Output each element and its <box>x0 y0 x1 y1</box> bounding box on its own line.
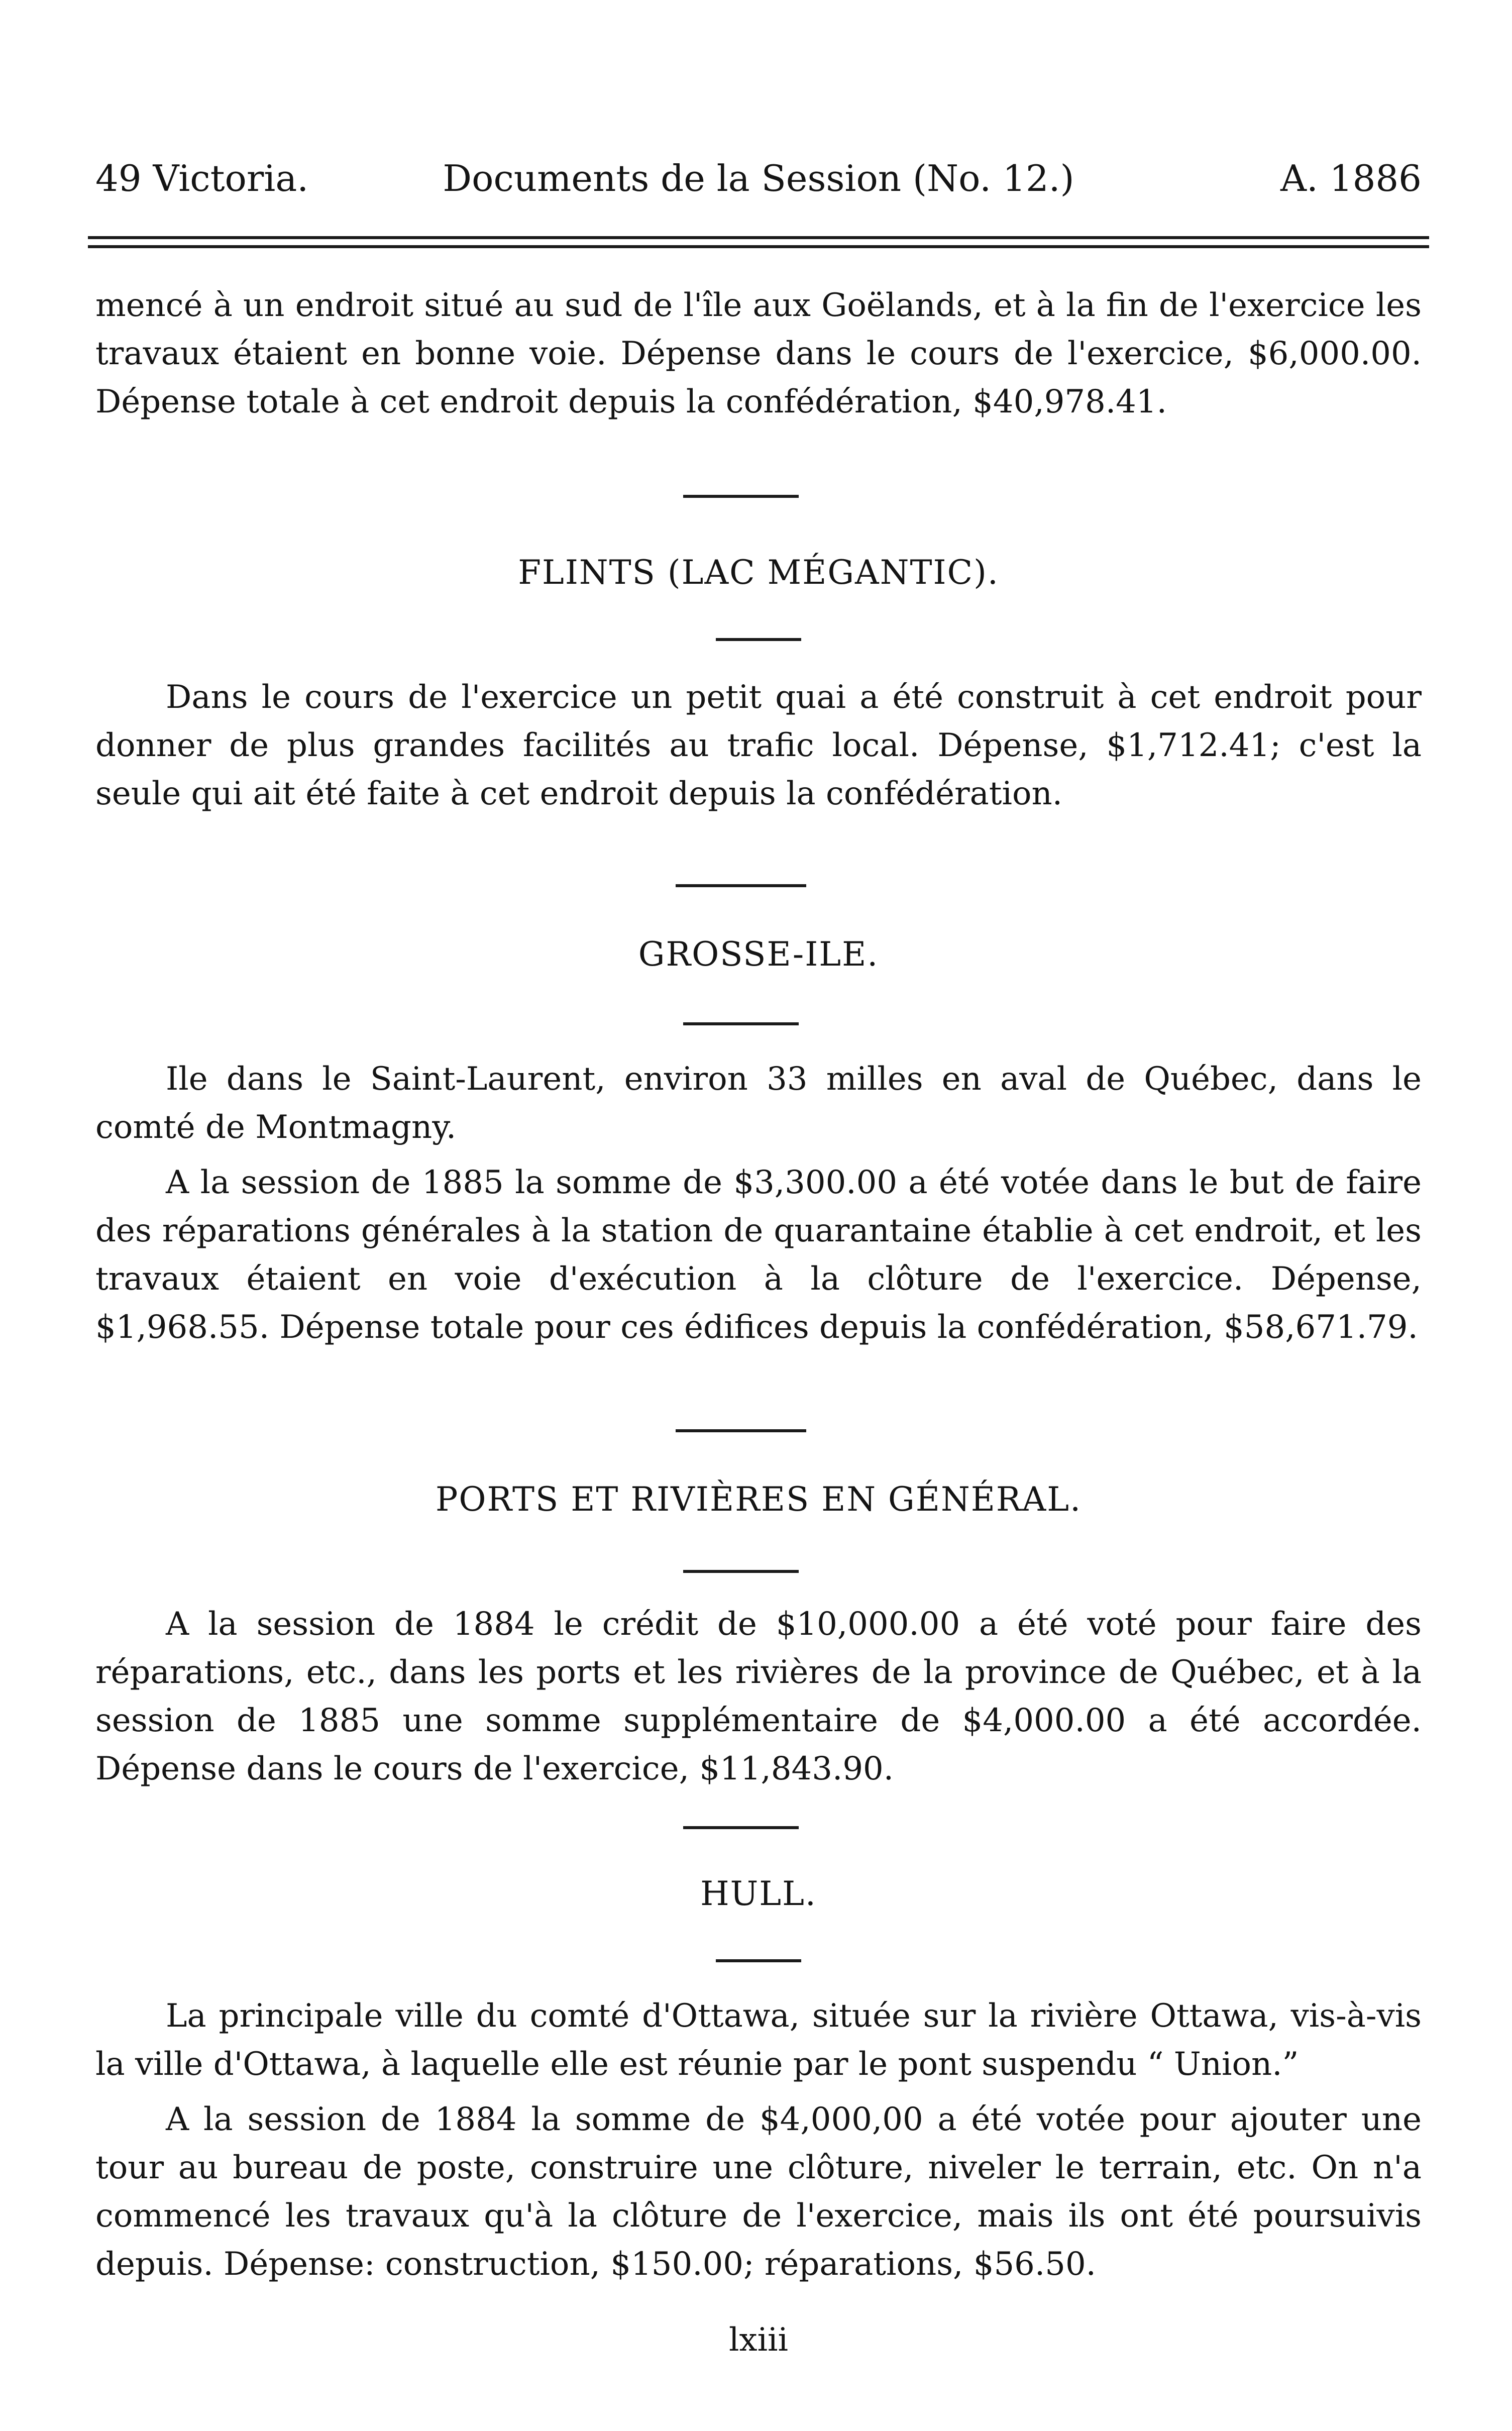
section-body-flints <box>95 673 1422 818</box>
section-title-hull: HULL. <box>700 1874 817 1913</box>
paragraph: Dans le cours de l'exercice un petit quai a été construit à cet endroit pour donner de plus grandes facilités au trafic local. Dépense, $1,712.41; c'est la seule qui ait été faite à cet endroit depuis la confédération. <box>95 679 1422 812</box>
section-body-ports-rivieres <box>95 1600 1422 1793</box>
title-underline <box>683 1022 799 1025</box>
intro-block <box>95 281 1422 426</box>
section-body-grosse-ile <box>95 1055 1422 1351</box>
header-double-rule <box>88 236 1429 251</box>
paragraph: Ile dans le Saint-Laurent, environ 33 milles en aval de Québec, dans le comté de Montmagny. <box>95 1061 1422 1146</box>
section-title-ports-rivieres: PORTS ET RIVIÈRES EN GÉNÉRAL. <box>435 1480 1082 1519</box>
paragraph: La principale ville du comté d'Ottawa, située sur la rivière Ottawa, vis-à-vis la ville d'Ottawa, à laquelle elle est réunie par le pont suspendu “ Union.” <box>95 1997 1422 2083</box>
section-divider <box>683 495 799 498</box>
title-underline <box>716 1959 801 1962</box>
header-title: Documents de la Session (No. 12.) <box>443 157 1074 199</box>
section-divider <box>676 884 806 887</box>
running-header <box>95 151 1422 206</box>
intro-paragraph: mencé à un endroit situé au sud de l'île aux Goëlands, et à la fin de l'exercice les travaux étaient en bonne voie. Dépense dans le cours de l'exercice, $6,000.00. Dépense totale à cet endroit depuis la confédération, $40,978.41. <box>95 287 1422 420</box>
rule-line-top <box>88 236 1429 239</box>
section-divider <box>676 1429 806 1432</box>
section-title-flints: FLINTS (LAC MÉGANTIC). <box>518 553 999 592</box>
title-underline <box>716 638 801 641</box>
paragraph: A la session de 1884 la somme de $4,000,00 a été votée pour ajouter une tour au bureau de poste, construire une clôture, niveler le terrain, etc. On n'a commencé les travaux qu'à la clôture de l'exercice, mais ils ont été poursuivis depuis. Dépense: construction, $150.00; réparations, $56.50. <box>95 2101 1422 2283</box>
paragraph: A la session de 1885 la somme de $3,300.00 a été votée dans le but de faire des réparations générales à la station de quarantaine établie à cet endroit, et les travaux étaient en voie d'exécution à la clôture de l'exercice. Dépense, $1,968.55. Dépense totale pour ces édifices depuis la confédération, $58,671.79. <box>95 1164 1422 1346</box>
section-body-hull <box>95 1992 1422 2288</box>
rule-line-bottom <box>88 245 1429 248</box>
page-number: lxiii <box>729 2321 788 2359</box>
paragraph: A la session de 1884 le crédit de $10,000.00 a été voté pour faire des réparations, etc., dans les ports et les rivières de la province de Québec, et à la session de 1885 une somme supplémentaire de $4,000.00 a été accordée. Dépense dans le cours de l'exercice, $11,843.90. <box>95 1606 1422 1787</box>
title-underline <box>683 1570 799 1573</box>
header-regnal-year: 49 Victoria. <box>95 157 309 199</box>
header-year: A. 1886 <box>1280 157 1422 199</box>
section-title-grosse-ile: GROSSE-ILE. <box>638 935 879 974</box>
section-divider <box>683 1826 799 1829</box>
